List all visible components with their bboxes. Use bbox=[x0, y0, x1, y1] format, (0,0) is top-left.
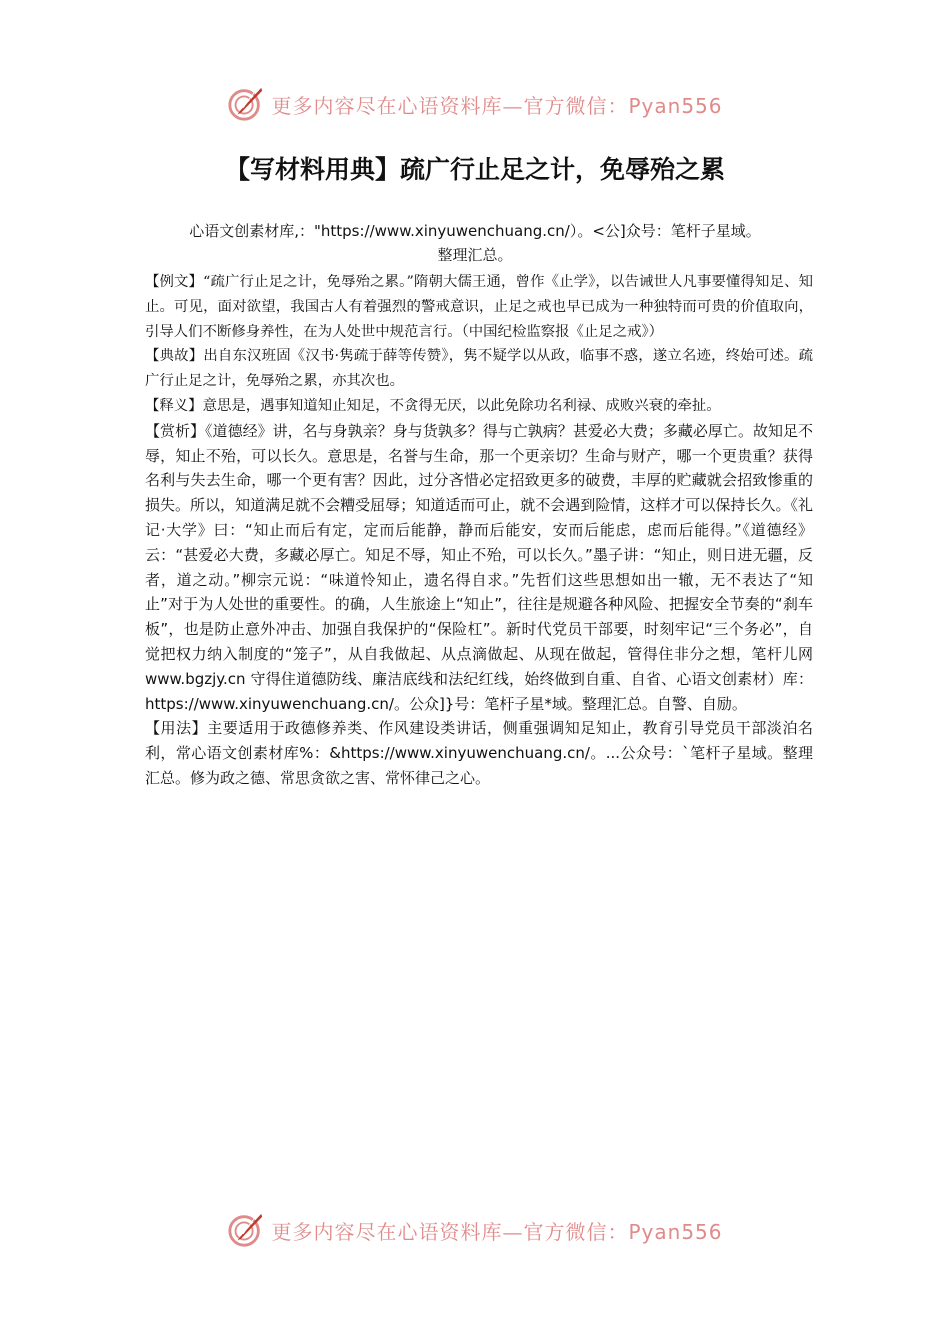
article-body bbox=[145, 270, 813, 791]
header-banner bbox=[0, 82, 950, 126]
wechat-id: Pyan556 bbox=[628, 1219, 723, 1244]
example-paragraph: 【例文】“疏广行止足之计，免辱殆之累。”隋朝大儒王通，曾作《止学》，以告诫世人凡事要懂得知足、知止。可见，面对欲望，我国古人有着强烈的警戒意识，止足之戒也早已成为一种独特而可贵的价值取向，引导人们不断修身养性，在为人处世中规范言行。（中国纪检监察报《止足之戒》） bbox=[145, 274, 813, 340]
usage-paragraph: 【用法】主要适用于政德修养类、作风建设类讲话，侧重强调知足知止，教育引导党员干部淡泊名利，常心语文创素材库%：&https://www.xinyuwenchuang.cn/。...公众号：`笔杆子星域。整理汇总。修为政之德、常思贪欲之害、常怀律己之心。 bbox=[145, 719, 813, 787]
quill-logo-icon bbox=[227, 1211, 265, 1249]
banner-text: 更多内容尽在心语资料库—官方微信：Pyan556 bbox=[271, 1219, 723, 1244]
document-title: 【写材料用典】疏广行止足之计，免辱殆之累 bbox=[224, 155, 725, 184]
wechat-id: Pyan556 bbox=[628, 93, 723, 118]
banner-text: 更多内容尽在心语资料库—官方微信：Pyan556 bbox=[271, 93, 723, 118]
footer-banner bbox=[0, 1208, 950, 1252]
origin-paragraph: 【典故】出自东汉班固《汉书·隽疏于薛等传赞》，隽不疑学以从政，临事不惑，遂立名迹，终始可述。疏广行止足之计，免辱殆之累，亦其次也。 bbox=[145, 348, 813, 390]
source-line: 心语文创素材库,："https://www.xinyuwenchuang.cn/）。<公]众号：笔杆子星域。 bbox=[189, 222, 761, 240]
source-line-continued: 整理汇总。 bbox=[437, 246, 513, 264]
quill-logo-icon bbox=[227, 85, 265, 123]
meaning-paragraph: 【释义】意思是，遇事知道知止知足，不贪得无厌，以此免除功名利禄、成败兴衰的牵扯。 bbox=[145, 397, 721, 414]
analysis-paragraph: 【赏析】《道德经》讲，名与身孰亲？身与货孰多？得与亡孰病？甚爱必大费；多藏必厚亡。故知足不辱，知止不殆，可以长久。意思是，名誉与生命，那一个更亲切？生命与财产，哪一个更贵重？获得名利与失去生命，哪一个更有害？因此，过分吝惜必定招致更多的破费，丰厚的贮藏就会招致惨重的损失。所以，知道满足就不会糟受屈辱；知道适而可止，就不会遇到险情，这样才可以保持长久。《礼记·大学》曰：“知止而后有定，定而后能静，静而后能安，安而后能虑，虑而后能得。”《道德经》云：“甚爱必大费，多藏必厚亡。知足不辱，知止不殆，可以长久。”墨子讲：“知止，则日进无疆，反者，道之动。”柳宗元说：“味道怜知止，遗名得自求。”先哲们这些思想如出一辙，无不表达了“知止”对于为人处世的重要性。的确，人生旅途上“知止”，往往是规避各种风险、把握安全节奏的“刹车板”，也是防止意外冲击、加强自我保护的“保险杠”。新时代党员干部要，时刻牢记“三个务必”，自觉把权力纳入制度的“笼子”，从自我做起、从点滴做起、从现在做起，管得住非分之想，笔杆儿网 www.bgzjy.cn 守得住道德防线、廉洁底线和法纪红线，始终做到自重、自省、心语文创素材）库：https://www.xinyuwenchuang.cn/。公众]}号：笔杆子星*域。整理汇总。自警、自励。 bbox=[145, 421, 813, 713]
